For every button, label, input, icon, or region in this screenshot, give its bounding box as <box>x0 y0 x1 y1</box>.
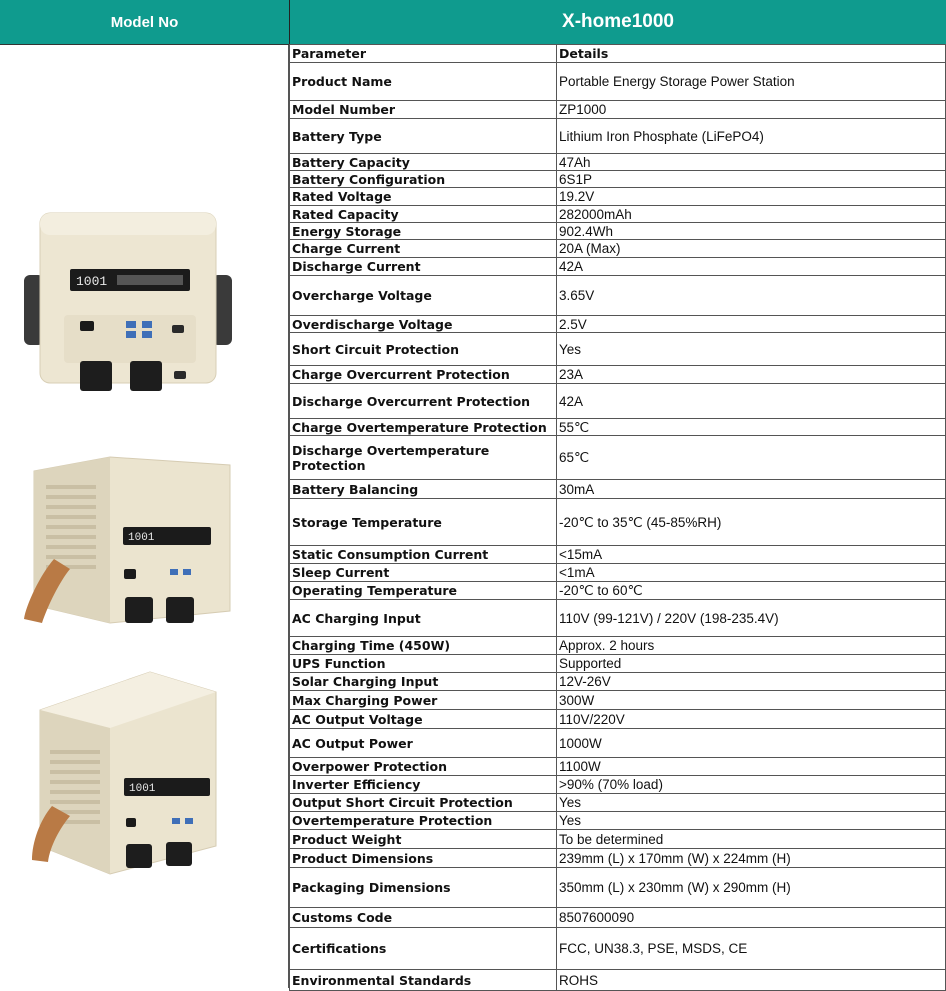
table-row <box>290 101 946 119</box>
top-cover <box>40 213 216 235</box>
value-cell: Lithium Iron Phosphate (LiFePO4) <box>557 119 946 154</box>
value-cell: 110V/220V <box>557 710 946 729</box>
usb-port-icon <box>126 321 136 328</box>
lcd-digits: 1001 <box>76 274 108 289</box>
table-row <box>290 812 946 830</box>
param-cell: Rated Voltage <box>290 188 557 206</box>
param-cell: Discharge Current <box>290 258 557 276</box>
table-row <box>290 710 946 729</box>
spec-table-body <box>290 45 946 991</box>
table-row <box>290 436 946 480</box>
value-cell: Yes <box>557 333 946 366</box>
usb-port-icon <box>126 331 136 338</box>
value-cell: ZP1000 <box>557 101 946 119</box>
usb-port-icon <box>142 331 152 338</box>
value-cell: 23A <box>557 366 946 384</box>
value-cell: -20℃ to 60℃ <box>557 582 946 600</box>
product-image-angled <box>20 455 250 625</box>
value-cell: 300W <box>557 691 946 710</box>
param-cell: UPS Function <box>290 655 557 673</box>
table-row <box>290 908 946 928</box>
dc-port-icon <box>172 325 184 333</box>
value-cell: 8507600090 <box>557 908 946 928</box>
product-image-column <box>0 45 289 988</box>
table-row <box>290 384 946 419</box>
value-cell: Portable Energy Storage Power Station <box>557 63 946 101</box>
ac-outlet-icon <box>80 361 112 391</box>
value-cell: 3.65V <box>557 276 946 316</box>
table-row <box>290 206 946 223</box>
table-row <box>290 794 946 812</box>
param-cell: Discharge Overtemperature Protection <box>290 436 557 480</box>
table-row <box>290 223 946 240</box>
table-row <box>290 849 946 868</box>
table-row <box>290 582 946 600</box>
value-cell: FCC, UN38.3, PSE, MSDS, CE <box>557 928 946 970</box>
value-cell: 12V-26V <box>557 673 946 691</box>
table-row <box>290 119 946 154</box>
value-cell: 1100W <box>557 758 946 776</box>
param-cell: Operating Temperature <box>290 582 557 600</box>
value-cell: -20℃ to 35℃ (45-85%RH) <box>557 499 946 546</box>
param-cell: Short Circuit Protection <box>290 333 557 366</box>
table-row <box>290 333 946 366</box>
param-cell: Overpower Protection <box>290 758 557 776</box>
table-row <box>290 673 946 691</box>
value-cell: 65℃ <box>557 436 946 480</box>
lcd-digits: 1001 <box>129 783 156 795</box>
usb-port-icon <box>142 321 152 328</box>
table-row <box>290 480 946 499</box>
product-image-front <box>22 205 234 391</box>
table-header-row <box>290 45 946 63</box>
value-cell: 55℃ <box>557 419 946 436</box>
param-cell: Solar Charging Input <box>290 673 557 691</box>
lcd-digits: 1001 <box>128 532 155 544</box>
power-switch-icon <box>80 321 94 331</box>
table-row <box>290 188 946 206</box>
dc-port-icon <box>174 371 186 379</box>
param-cell: Charging Time (450W) <box>290 637 557 655</box>
value-cell: <1mA <box>557 564 946 582</box>
table-row <box>290 258 946 276</box>
param-cell: Model Number <box>290 101 557 119</box>
value-cell: Approx. 2 hours <box>557 637 946 655</box>
table-row <box>290 316 946 333</box>
param-cell: Battery Balancing <box>290 480 557 499</box>
param-cell: Product Name <box>290 63 557 101</box>
param-cell: Inverter Efficiency <box>290 776 557 794</box>
param-cell: Product Weight <box>290 830 557 849</box>
param-cell: Static Consumption Current <box>290 546 557 564</box>
table-row <box>290 499 946 546</box>
table-row <box>290 419 946 436</box>
param-cell: Charge Overcurrent Protection <box>290 366 557 384</box>
param-cell: Product Dimensions <box>290 849 557 868</box>
param-cell: Overcharge Voltage <box>290 276 557 316</box>
param-cell: Environmental Standards <box>290 970 557 991</box>
model-no-label: Model No <box>0 0 290 44</box>
value-cell: 282000mAh <box>557 206 946 223</box>
value-cell: 42A <box>557 258 946 276</box>
value-cell: 2.5V <box>557 316 946 333</box>
vent-grille <box>46 485 96 569</box>
param-cell: Energy Storage <box>290 223 557 240</box>
usb-port-icon <box>170 569 178 575</box>
param-cell: Packaging Dimensions <box>290 868 557 908</box>
param-cell: Output Short Circuit Protection <box>290 794 557 812</box>
param-cell: Battery Type <box>290 119 557 154</box>
param-cell: Battery Configuration <box>290 171 557 188</box>
lcd-segments <box>117 275 183 285</box>
ac-outlet-icon <box>166 597 194 623</box>
param-cell: Rated Capacity <box>290 206 557 223</box>
value-cell: Supported <box>557 655 946 673</box>
table-row <box>290 600 946 637</box>
ac-outlet-icon <box>166 842 192 866</box>
param-cell: Sleep Current <box>290 564 557 582</box>
table-header-bar <box>0 0 946 45</box>
usb-port-icon <box>172 818 180 824</box>
table-row <box>290 868 946 908</box>
table-row <box>290 691 946 710</box>
table-row <box>290 758 946 776</box>
value-cell: ROHS <box>557 970 946 991</box>
table-row <box>290 830 946 849</box>
param-cell: Charge Current <box>290 240 557 258</box>
value-cell: 6S1P <box>557 171 946 188</box>
value-cell: 19.2V <box>557 188 946 206</box>
value-cell: 239mm (L) x 170mm (W) x 224mm (H) <box>557 849 946 868</box>
value-cell: 30mA <box>557 480 946 499</box>
param-cell: AC Output Power <box>290 729 557 758</box>
value-cell: Details <box>557 45 946 63</box>
param-cell: Discharge Overcurrent Protection <box>290 384 557 419</box>
param-cell: Customs Code <box>290 908 557 928</box>
product-image-top <box>30 670 226 876</box>
power-switch-icon <box>124 569 136 579</box>
table-row <box>290 63 946 101</box>
param-cell: Certifications <box>290 928 557 970</box>
value-cell: 350mm (L) x 230mm (W) x 290mm (H) <box>557 868 946 908</box>
value-cell: 42A <box>557 384 946 419</box>
ac-outlet-icon <box>125 597 153 623</box>
table-row <box>290 655 946 673</box>
table-row <box>290 276 946 316</box>
table-row <box>290 546 946 564</box>
param-cell: AC Charging Input <box>290 600 557 637</box>
usb-port-icon <box>183 569 191 575</box>
param-cell: Overtemperature Protection <box>290 812 557 830</box>
usb-port-icon <box>185 818 193 824</box>
table-row <box>290 729 946 758</box>
power-switch-icon <box>126 818 136 827</box>
table-row <box>290 154 946 171</box>
table-row <box>290 171 946 188</box>
value-cell: 1000W <box>557 729 946 758</box>
table-row <box>290 970 946 991</box>
param-cell: Storage Temperature <box>290 499 557 546</box>
param-cell: Charge Overtemperature Protection <box>290 419 557 436</box>
value-cell: 47Ah <box>557 154 946 171</box>
param-cell: Overdischarge Voltage <box>290 316 557 333</box>
value-cell: <15mA <box>557 546 946 564</box>
table-row <box>290 928 946 970</box>
value-cell: Yes <box>557 794 946 812</box>
table-row <box>290 637 946 655</box>
value-cell: Yes <box>557 812 946 830</box>
value-cell: 20A (Max) <box>557 240 946 258</box>
table-row <box>290 776 946 794</box>
ac-outlet-icon <box>126 844 152 868</box>
value-cell: >90% (70% load) <box>557 776 946 794</box>
param-cell: Parameter <box>290 45 557 63</box>
value-cell: 110V (99-121V) / 220V (198-235.4V) <box>557 600 946 637</box>
table-row <box>290 366 946 384</box>
ac-outlet-icon <box>130 361 162 391</box>
value-cell: To be determined <box>557 830 946 849</box>
table-row <box>290 240 946 258</box>
param-cell: Battery Capacity <box>290 154 557 171</box>
param-cell: Max Charging Power <box>290 691 557 710</box>
table-row <box>290 564 946 582</box>
param-cell: AC Output Voltage <box>290 710 557 729</box>
model-name-title: X-home1000 <box>562 11 674 32</box>
spec-table <box>289 44 946 991</box>
value-cell: 902.4Wh <box>557 223 946 240</box>
